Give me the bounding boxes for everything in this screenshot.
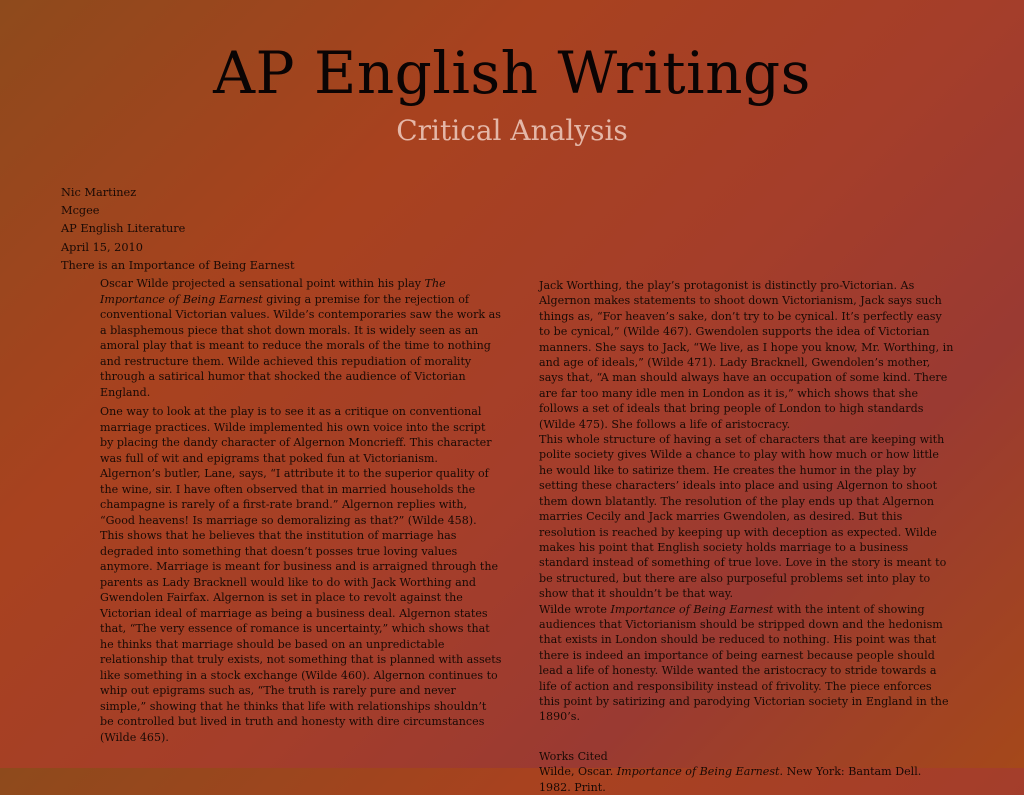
text-run: giving a premise for the rejection of conventional Victorian values. Wilde’s contemporaries saw the work as a blasphemous piece that shot down morals. It is widely seen as an amoral play that is meant to reduce the morals of the time to nothing and restructure them. Wilde achieved this repudiation of morality through a satirical humor that shocked the audience of Victorian England. [100, 292, 501, 399]
works-cited-heading: Works Cited [539, 749, 608, 763]
essay-header [61, 184, 295, 275]
author-name: Nic Martinez [61, 186, 137, 199]
works-cited [539, 749, 955, 795]
play-title-italic: Importance of Being Earnest [610, 602, 774, 616]
text-run: Wilde wrote [539, 602, 611, 616]
text-run: . New York: Bantam Dell. 1982. Print. [539, 765, 922, 794]
essay-left-column [100, 276, 502, 749]
citation-title-italic: Importance of Being Earnest [616, 765, 780, 779]
paragraph [539, 602, 955, 725]
text-run: Oscar Wilde projected a sensational point within his play [100, 277, 425, 290]
paragraph: This whole structure of having a set of characters that are keeping with polite society gives Wilde a chance to play with how much or how little he would like to satirize them. He creates the humor in the play by setting these characters’ ideals into place and using Algernon to shoot them down blatantly. The resolution of the play ends up that Algernon marries Cecily and Jack marries Gwendolen, as desired. But this resolution is reached by keeping up with deception as expected. Wilde makes his point that English society holds marriage to a business standard instead of something of true love. Love in the story is meant to be structured, but there are also purposeful problems set into play to show that it shouldn’t be that way. [539, 433, 947, 601]
text-run: Wilde, Oscar. [539, 765, 617, 779]
play-title-italic: The Importance of Being Earnest [100, 277, 446, 306]
paragraph [100, 276, 502, 400]
text-run: with the intent of showing audiences that Victorianism should be stripped down and the hedonism that exists in London should be reduced to nothing. His point was that there is indeed an importance of being earnest because people should lead a life of honesty. Wilde wanted the aristocracy to stride towards a life of action and responsibility instead of frivolity. The piece enforces this point by satirizing and parodying Victorian society in England in the 1890’s. [539, 602, 949, 724]
page-title: AP English Writings [213, 39, 811, 107]
essay-right-column [539, 278, 955, 795]
course-name: AP English Literature [61, 222, 186, 236]
citation [539, 764, 955, 795]
essay-date: April 15, 2010 [61, 240, 143, 254]
page-subtitle: Critical Analysis [396, 114, 628, 147]
teacher-name: Mcgee [61, 204, 100, 218]
paragraph: One way to look at the play is to see it as a critique on conventional marriage practices. Wilde implemented his own voice into the script by placing the dandy character of Algernon Moncrieff. This character was full of wit and epigrams that poked fun at Victorianism. Algernon’s butler, Lane, says, “I attribute it to the superior quality of the wine, sir. I have often observed that in married households the champagne is rarely of a first-rate brand.” Algernon replies with, “Good heavens! Is marriage so demoralizing as that?” (Wilde 458). This shows that he believes that the institution of marriage has degraded into something that doesn’t posses true loving values anymore. Marriage is meant for business and is arraigned through the parents as Lady Bracknell would like to do with Jack Worthing and Gwendolen Fairfax. Algernon is set in place to revolt against the Victorian ideal of marriage as being a business deal. Algernon states that, “The very essence of romance is uncertainty,” which shows that he thinks that marriage should be based on an unpredictable relationship that truly exists, not something that is planned with assets like something in a stock exchange (Wilde 460). Algernon continues to whip out epigrams such as, “The truth is rarely pure and never simple,” showing that he thinks that life with relationships shouldn’t be controlled but lived in truth and honesty with dire circumstances (Wilde 465). [100, 405, 502, 744]
essay-title: There is an Importance of Being Earnest [61, 258, 295, 272]
paragraph: Jack Worthing, the play’s protagonist is distinctly pro-Victorian. As Algernon makes statements to shoot down Victorianism, Jack says such things as, “For heaven’s sake, don’t try to be cynical. It’s perfectly easy to be cynical,” (Wilde 467). Gwendolen supports the idea of Victorian manners. She says to Jack, “We live, as I hope you know, Mr. Worthing, in and age of ideals,” (Wilde 471). Lady Bracknell, Gwendolen’s mother, says that, “A man should always have an occupation of some kind. There are far too many idle men in London as it is,” which shows that she follows a set of ideals that bring people of London to high standards (Wilde 475). She follows a life of aristocracy. [539, 279, 954, 431]
